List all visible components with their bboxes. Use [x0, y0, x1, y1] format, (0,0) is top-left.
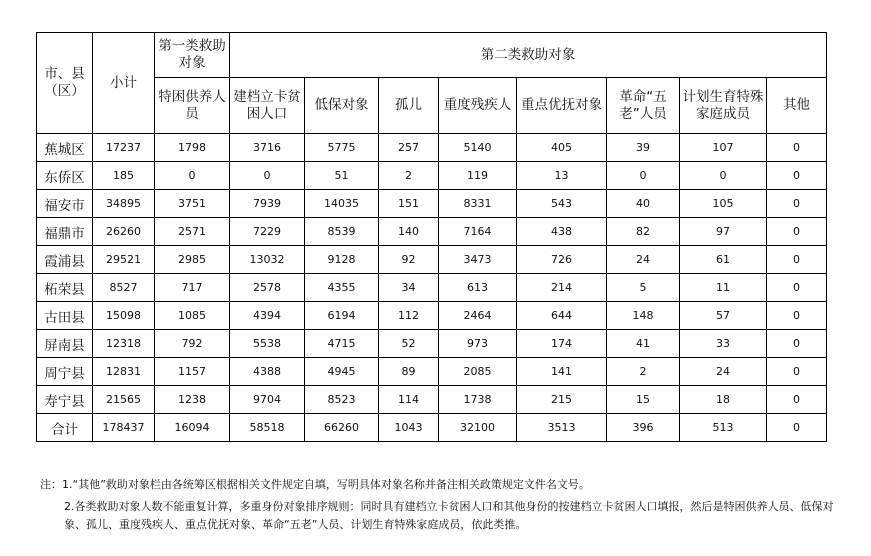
- row-region-name: 屏南县: [37, 330, 93, 358]
- assistance-table: [36, 32, 827, 442]
- table-cell: 26260: [93, 218, 155, 246]
- table-cell: 89: [379, 358, 439, 386]
- table-cell: 112: [379, 302, 439, 330]
- table-row: [37, 414, 827, 442]
- table-cell: 34: [379, 274, 439, 302]
- header-sub: 革命“五老”人员: [607, 78, 680, 134]
- table-cell: 33: [680, 330, 767, 358]
- table-cell: 0: [767, 162, 827, 190]
- table-cell: 82: [607, 218, 680, 246]
- table-row: [37, 358, 827, 386]
- header-region: 市、县（区）: [37, 33, 93, 134]
- table-row: [37, 330, 827, 358]
- note-2: 2.各类救助对象人数不能重复计算，多重身份对象排序规则：同时具有建档立卡贫困人口和其他身份的按建档立卡贫困人口填报，然后是特困供养人员、低保对象、孤儿、重度残疾人、重点优抚对象、革命“五老”人员、计划生育特殊家庭成员，依此类推。: [64, 500, 834, 531]
- table-cell: 29521: [93, 246, 155, 274]
- table-cell: 40: [607, 190, 680, 218]
- table-cell: 0: [680, 162, 767, 190]
- header-sub: 建档立卡贫困人口: [230, 78, 305, 134]
- table-cell: 543: [517, 190, 607, 218]
- table-cell: 13: [517, 162, 607, 190]
- table-cell: 178437: [93, 414, 155, 442]
- table-cell: 107: [680, 134, 767, 162]
- table-cell: 405: [517, 134, 607, 162]
- table-cell: 4945: [305, 358, 379, 386]
- table-cell: 1085: [155, 302, 230, 330]
- table-cell: 1157: [155, 358, 230, 386]
- table-cell: 5140: [439, 134, 517, 162]
- table-cell: 15: [607, 386, 680, 414]
- table-cell: 8523: [305, 386, 379, 414]
- table-cell: 438: [517, 218, 607, 246]
- table-cell: 185: [93, 162, 155, 190]
- header-sub: 重点优抚对象: [517, 78, 607, 134]
- table-cell: 0: [767, 302, 827, 330]
- row-region-name: 周宁县: [37, 358, 93, 386]
- table-cell: 140: [379, 218, 439, 246]
- table-cell: 3473: [439, 246, 517, 274]
- table-cell: 7229: [230, 218, 305, 246]
- table-cell: 13032: [230, 246, 305, 274]
- table-cell: 5: [607, 274, 680, 302]
- table-cell: 0: [767, 274, 827, 302]
- table-cell: 16094: [155, 414, 230, 442]
- table-cell: 0: [767, 414, 827, 442]
- table-cell: 2: [607, 358, 680, 386]
- table-row: [37, 218, 827, 246]
- table-row: [37, 134, 827, 162]
- table-cell: 12831: [93, 358, 155, 386]
- table-cell: 215: [517, 386, 607, 414]
- row-region-name: 福鼎市: [37, 218, 93, 246]
- table-cell: 66260: [305, 414, 379, 442]
- table-cell: 52: [379, 330, 439, 358]
- row-region-name: 蕉城区: [37, 134, 93, 162]
- table-cell: 613: [439, 274, 517, 302]
- table-cell: 24: [680, 358, 767, 386]
- table-cell: 973: [439, 330, 517, 358]
- header-row-1: [37, 33, 827, 78]
- table-cell: 8539: [305, 218, 379, 246]
- table-cell: 9128: [305, 246, 379, 274]
- table-cell: 24: [607, 246, 680, 274]
- table-cell: 0: [767, 218, 827, 246]
- table-cell: 1238: [155, 386, 230, 414]
- table-cell: 1043: [379, 414, 439, 442]
- table-row: [37, 162, 827, 190]
- row-region-name: 霞浦县: [37, 246, 93, 274]
- table-row: [37, 302, 827, 330]
- table-cell: 7164: [439, 218, 517, 246]
- table-cell: 0: [767, 134, 827, 162]
- table-cell: 2085: [439, 358, 517, 386]
- row-region-name: 柘荣县: [37, 274, 93, 302]
- table-cell: 51: [305, 162, 379, 190]
- row-region-name: 福安市: [37, 190, 93, 218]
- header-sub: 重度残疾人: [439, 78, 517, 134]
- table-cell: 644: [517, 302, 607, 330]
- row-region-name: 寿宁县: [37, 386, 93, 414]
- table-cell: 11: [680, 274, 767, 302]
- table-cell: 4715: [305, 330, 379, 358]
- table-cell: 5775: [305, 134, 379, 162]
- table-cell: 105: [680, 190, 767, 218]
- table-cell: 0: [767, 190, 827, 218]
- table-cell: 717: [155, 274, 230, 302]
- table-cell: 1798: [155, 134, 230, 162]
- table-row: [37, 386, 827, 414]
- table-body: [37, 134, 827, 442]
- table-cell: 151: [379, 190, 439, 218]
- table-cell: 3513: [517, 414, 607, 442]
- header-sub: 低保对象: [305, 78, 379, 134]
- table-cell: 57: [680, 302, 767, 330]
- table-cell: 34895: [93, 190, 155, 218]
- table-cell: 2464: [439, 302, 517, 330]
- table-cell: 148: [607, 302, 680, 330]
- table-cell: 3716: [230, 134, 305, 162]
- table-cell: 5538: [230, 330, 305, 358]
- table-cell: 2985: [155, 246, 230, 274]
- table-cell: 4394: [230, 302, 305, 330]
- table-cell: 21565: [93, 386, 155, 414]
- note-1: 注：1.“其他”救助对象栏由各统筹区根据相关文件规定自填，写明具体对象名称并备注相关政策规定文件名文号。: [40, 478, 590, 491]
- header-class1: 第一类救助对象: [155, 33, 230, 78]
- table-cell: 4388: [230, 358, 305, 386]
- table-cell: 0: [607, 162, 680, 190]
- table-cell: 214: [517, 274, 607, 302]
- table-row: [37, 274, 827, 302]
- header-class2: 第二类救助对象: [230, 33, 827, 78]
- table-cell: 4355: [305, 274, 379, 302]
- table-cell: 0: [767, 330, 827, 358]
- table-cell: 17237: [93, 134, 155, 162]
- table-cell: 8331: [439, 190, 517, 218]
- row-region-name: 东侨区: [37, 162, 93, 190]
- table-cell: 257: [379, 134, 439, 162]
- header-sub: 其他: [767, 78, 827, 134]
- table-cell: 119: [439, 162, 517, 190]
- table-cell: 0: [767, 386, 827, 414]
- table-cell: 58518: [230, 414, 305, 442]
- table-cell: 0: [155, 162, 230, 190]
- table-cell: 396: [607, 414, 680, 442]
- table-cell: 41: [607, 330, 680, 358]
- table-cell: 6194: [305, 302, 379, 330]
- table-cell: 39: [607, 134, 680, 162]
- table-cell: 92: [379, 246, 439, 274]
- table-cell: 8527: [93, 274, 155, 302]
- table-cell: 141: [517, 358, 607, 386]
- table-cell: 726: [517, 246, 607, 274]
- header-sub: 孤儿: [379, 78, 439, 134]
- table-cell: 0: [767, 358, 827, 386]
- table-row: [37, 246, 827, 274]
- table-cell: 61: [680, 246, 767, 274]
- table-cell: 174: [517, 330, 607, 358]
- table-cell: 114: [379, 386, 439, 414]
- table-cell: 513: [680, 414, 767, 442]
- table-cell: 792: [155, 330, 230, 358]
- header-subtotal: 小计: [93, 33, 155, 134]
- header-row-2: [37, 78, 827, 134]
- table-cell: 3751: [155, 190, 230, 218]
- table-cell: 18: [680, 386, 767, 414]
- table-row: [37, 190, 827, 218]
- table-cell: 97: [680, 218, 767, 246]
- table-cell: 1738: [439, 386, 517, 414]
- row-region-name: 古田县: [37, 302, 93, 330]
- header-sub: 计划生育特殊家庭成员: [680, 78, 767, 134]
- table-cell: 14035: [305, 190, 379, 218]
- table-cell: 2: [379, 162, 439, 190]
- table-cell: 0: [767, 246, 827, 274]
- table-cell: 2571: [155, 218, 230, 246]
- table-cell: 0: [230, 162, 305, 190]
- row-region-name: 合计: [37, 414, 93, 442]
- table-cell: 15098: [93, 302, 155, 330]
- table-cell: 9704: [230, 386, 305, 414]
- header-sub: 特困供养人员: [155, 78, 230, 134]
- table-cell: 7939: [230, 190, 305, 218]
- table-cell: 2578: [230, 274, 305, 302]
- table-cell: 32100: [439, 414, 517, 442]
- table-cell: 12318: [93, 330, 155, 358]
